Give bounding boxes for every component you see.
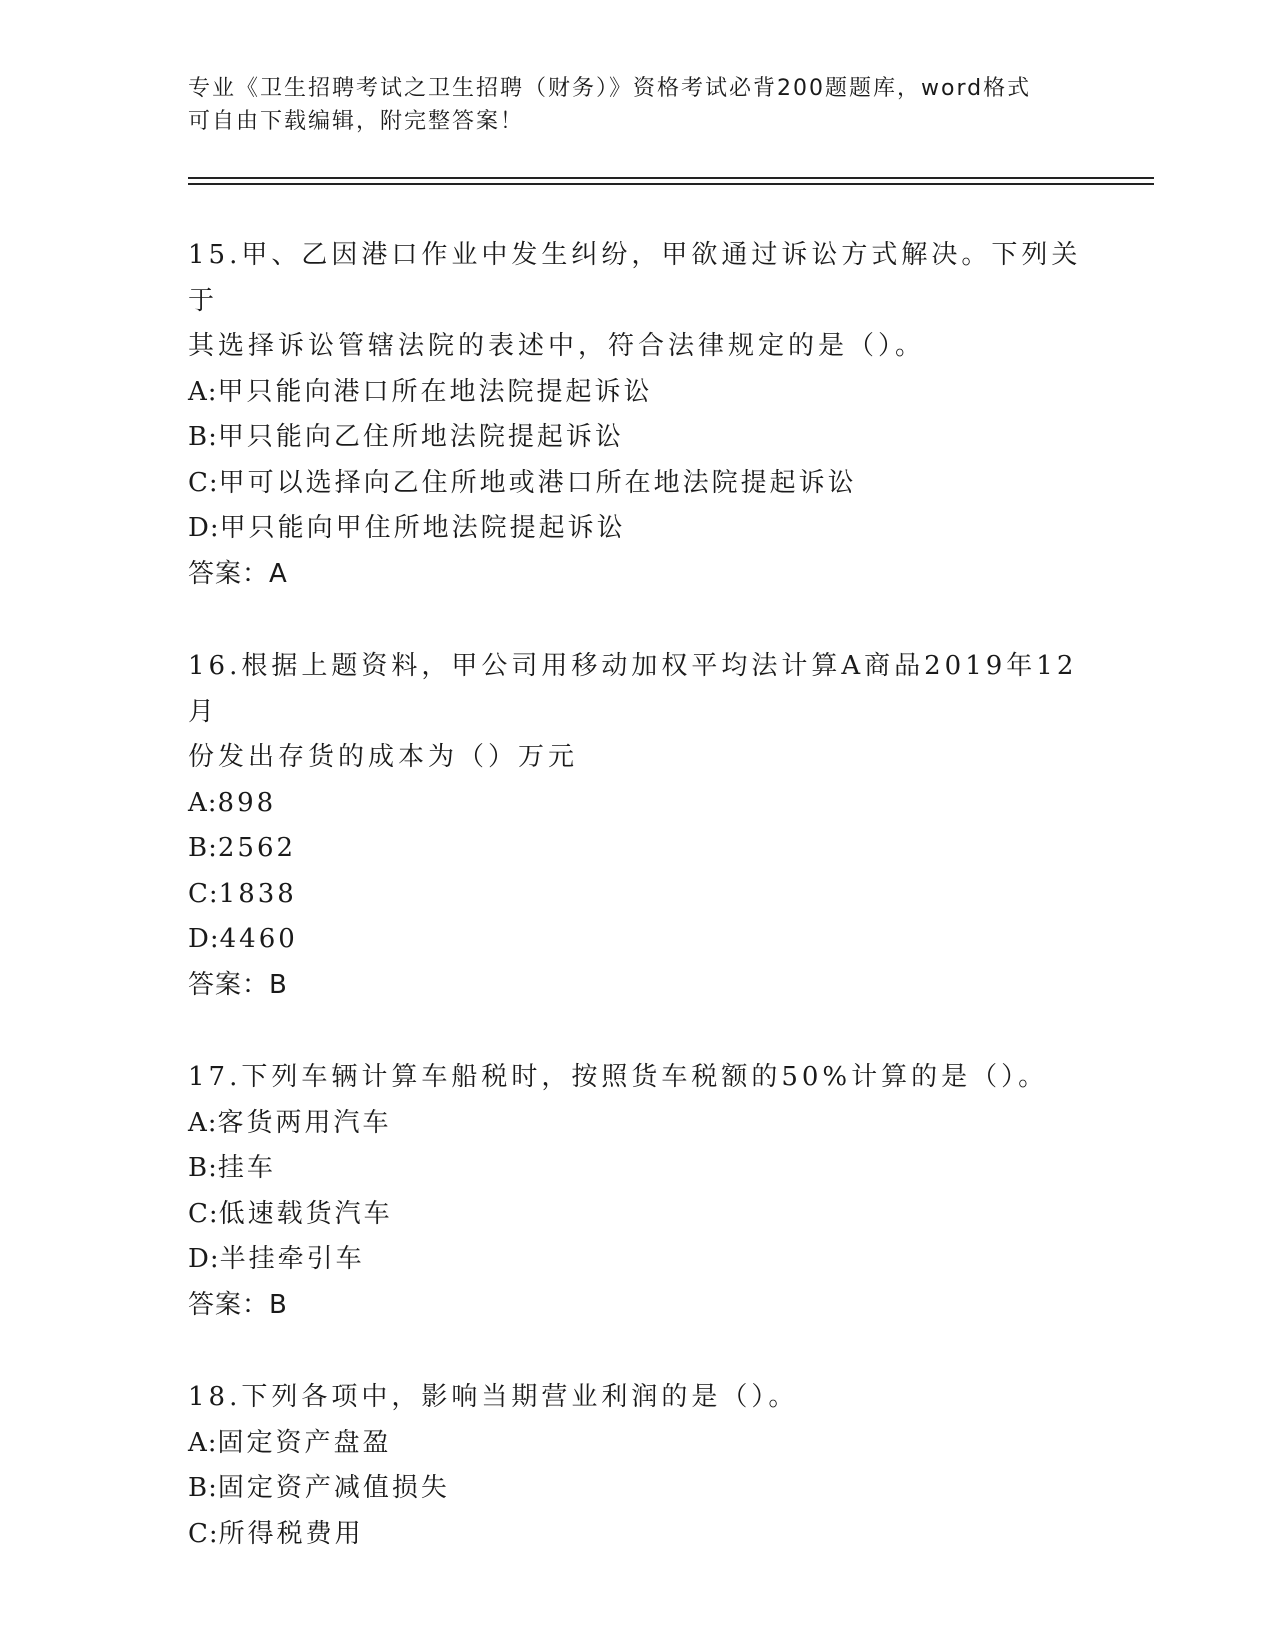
option-letter: A: <box>188 376 218 407</box>
option-letter: D: <box>188 924 220 954</box>
option-text: 甲只能向甲住所地法院提起诉讼 <box>219 513 626 543</box>
option-c <box>188 461 1088 507</box>
answer-line: 答案：B <box>188 1289 288 1320</box>
question-18 <box>188 1375 1088 1557</box>
option-text: 2562 <box>217 833 297 863</box>
question-text-line: 16.根据上题资料，甲公司用移动加权平均法计算A商品2019年12月 <box>188 651 1078 727</box>
option-letter: C: <box>188 1518 219 1549</box>
question-text-line: 17.下列车辆计算车船税时，按照货车税额的50%计算的是（）。 <box>188 1062 1049 1092</box>
option-text: 挂车 <box>217 1153 276 1183</box>
option-text: 固定资产盘盈 <box>217 1427 392 1458</box>
option-b <box>188 1466 1088 1512</box>
option-c <box>188 1192 1088 1238</box>
option-letter: A: <box>188 787 218 818</box>
header-divider-top <box>188 177 1154 179</box>
question-text-line: 18.下列各项中，影响当期营业利润的是（）。 <box>188 1382 799 1412</box>
option-letter: C: <box>188 878 219 909</box>
option-text: 固定资产减值损失 <box>217 1473 450 1503</box>
header-divider-bottom <box>188 183 1154 185</box>
option-a <box>188 1421 1088 1467</box>
option-b <box>188 415 1088 461</box>
option-text: 1838 <box>218 878 297 909</box>
option-letter: A: <box>188 1427 218 1458</box>
option-a <box>188 1101 1088 1147</box>
option-letter: B: <box>188 422 218 452</box>
option-c <box>188 1512 1088 1558</box>
document-header <box>188 72 1068 138</box>
option-letter: C: <box>188 467 219 498</box>
option-text: 898 <box>217 787 277 818</box>
option-a <box>188 370 1088 416</box>
option-c <box>188 872 1088 918</box>
option-letter: B: <box>188 1153 218 1183</box>
option-letter: D: <box>188 513 220 543</box>
option-letter: A: <box>188 1107 218 1138</box>
option-text: 甲只能向乙住所地法院提起诉讼 <box>217 422 624 452</box>
question-text-line: 其选择诉讼管辖法院的表述中，符合法律规定的是（）。 <box>188 331 926 361</box>
option-b <box>188 1146 1088 1192</box>
option-text: 甲可以选择向乙住所地或港口所在地法院提起诉讼 <box>218 467 857 498</box>
option-text: 低速载货汽车 <box>218 1198 393 1229</box>
option-text: 甲只能向港口所在地法院提起诉讼 <box>217 376 653 407</box>
question-15 <box>188 233 1088 597</box>
question-text-line: 15.甲、乙因港口作业中发生纠纷，甲欲通过诉讼方式解决。下列关于 <box>188 240 1082 316</box>
header-line-2: 可自由下载编辑，附完整答案！ <box>188 109 525 134</box>
option-text: 半挂牵引车 <box>219 1244 365 1274</box>
option-b <box>188 826 1088 872</box>
question-list <box>188 233 1088 1604</box>
option-d <box>188 1237 1088 1283</box>
option-letter: D: <box>188 1244 220 1274</box>
option-letter: B: <box>188 1473 218 1503</box>
option-d <box>188 506 1088 552</box>
option-text: 所得税费用 <box>218 1518 364 1549</box>
question-text-line: 份发出存货的成本为（）万元 <box>188 742 579 772</box>
option-text: 4460 <box>219 924 298 954</box>
option-d <box>188 917 1088 963</box>
header-line-1: 专业《卫生招聘考试之卫生招聘（财务）》资格考试必背200题题库，word格式 <box>188 76 1032 101</box>
answer-line: 答案：A <box>188 558 288 589</box>
answer-line: 答案：B <box>188 969 288 1000</box>
question-16 <box>188 644 1088 1008</box>
option-a <box>188 781 1088 827</box>
question-17 <box>188 1055 1088 1328</box>
option-text: 客货两用汽车 <box>217 1107 392 1138</box>
option-letter: B: <box>188 833 218 863</box>
option-letter: C: <box>188 1198 219 1229</box>
